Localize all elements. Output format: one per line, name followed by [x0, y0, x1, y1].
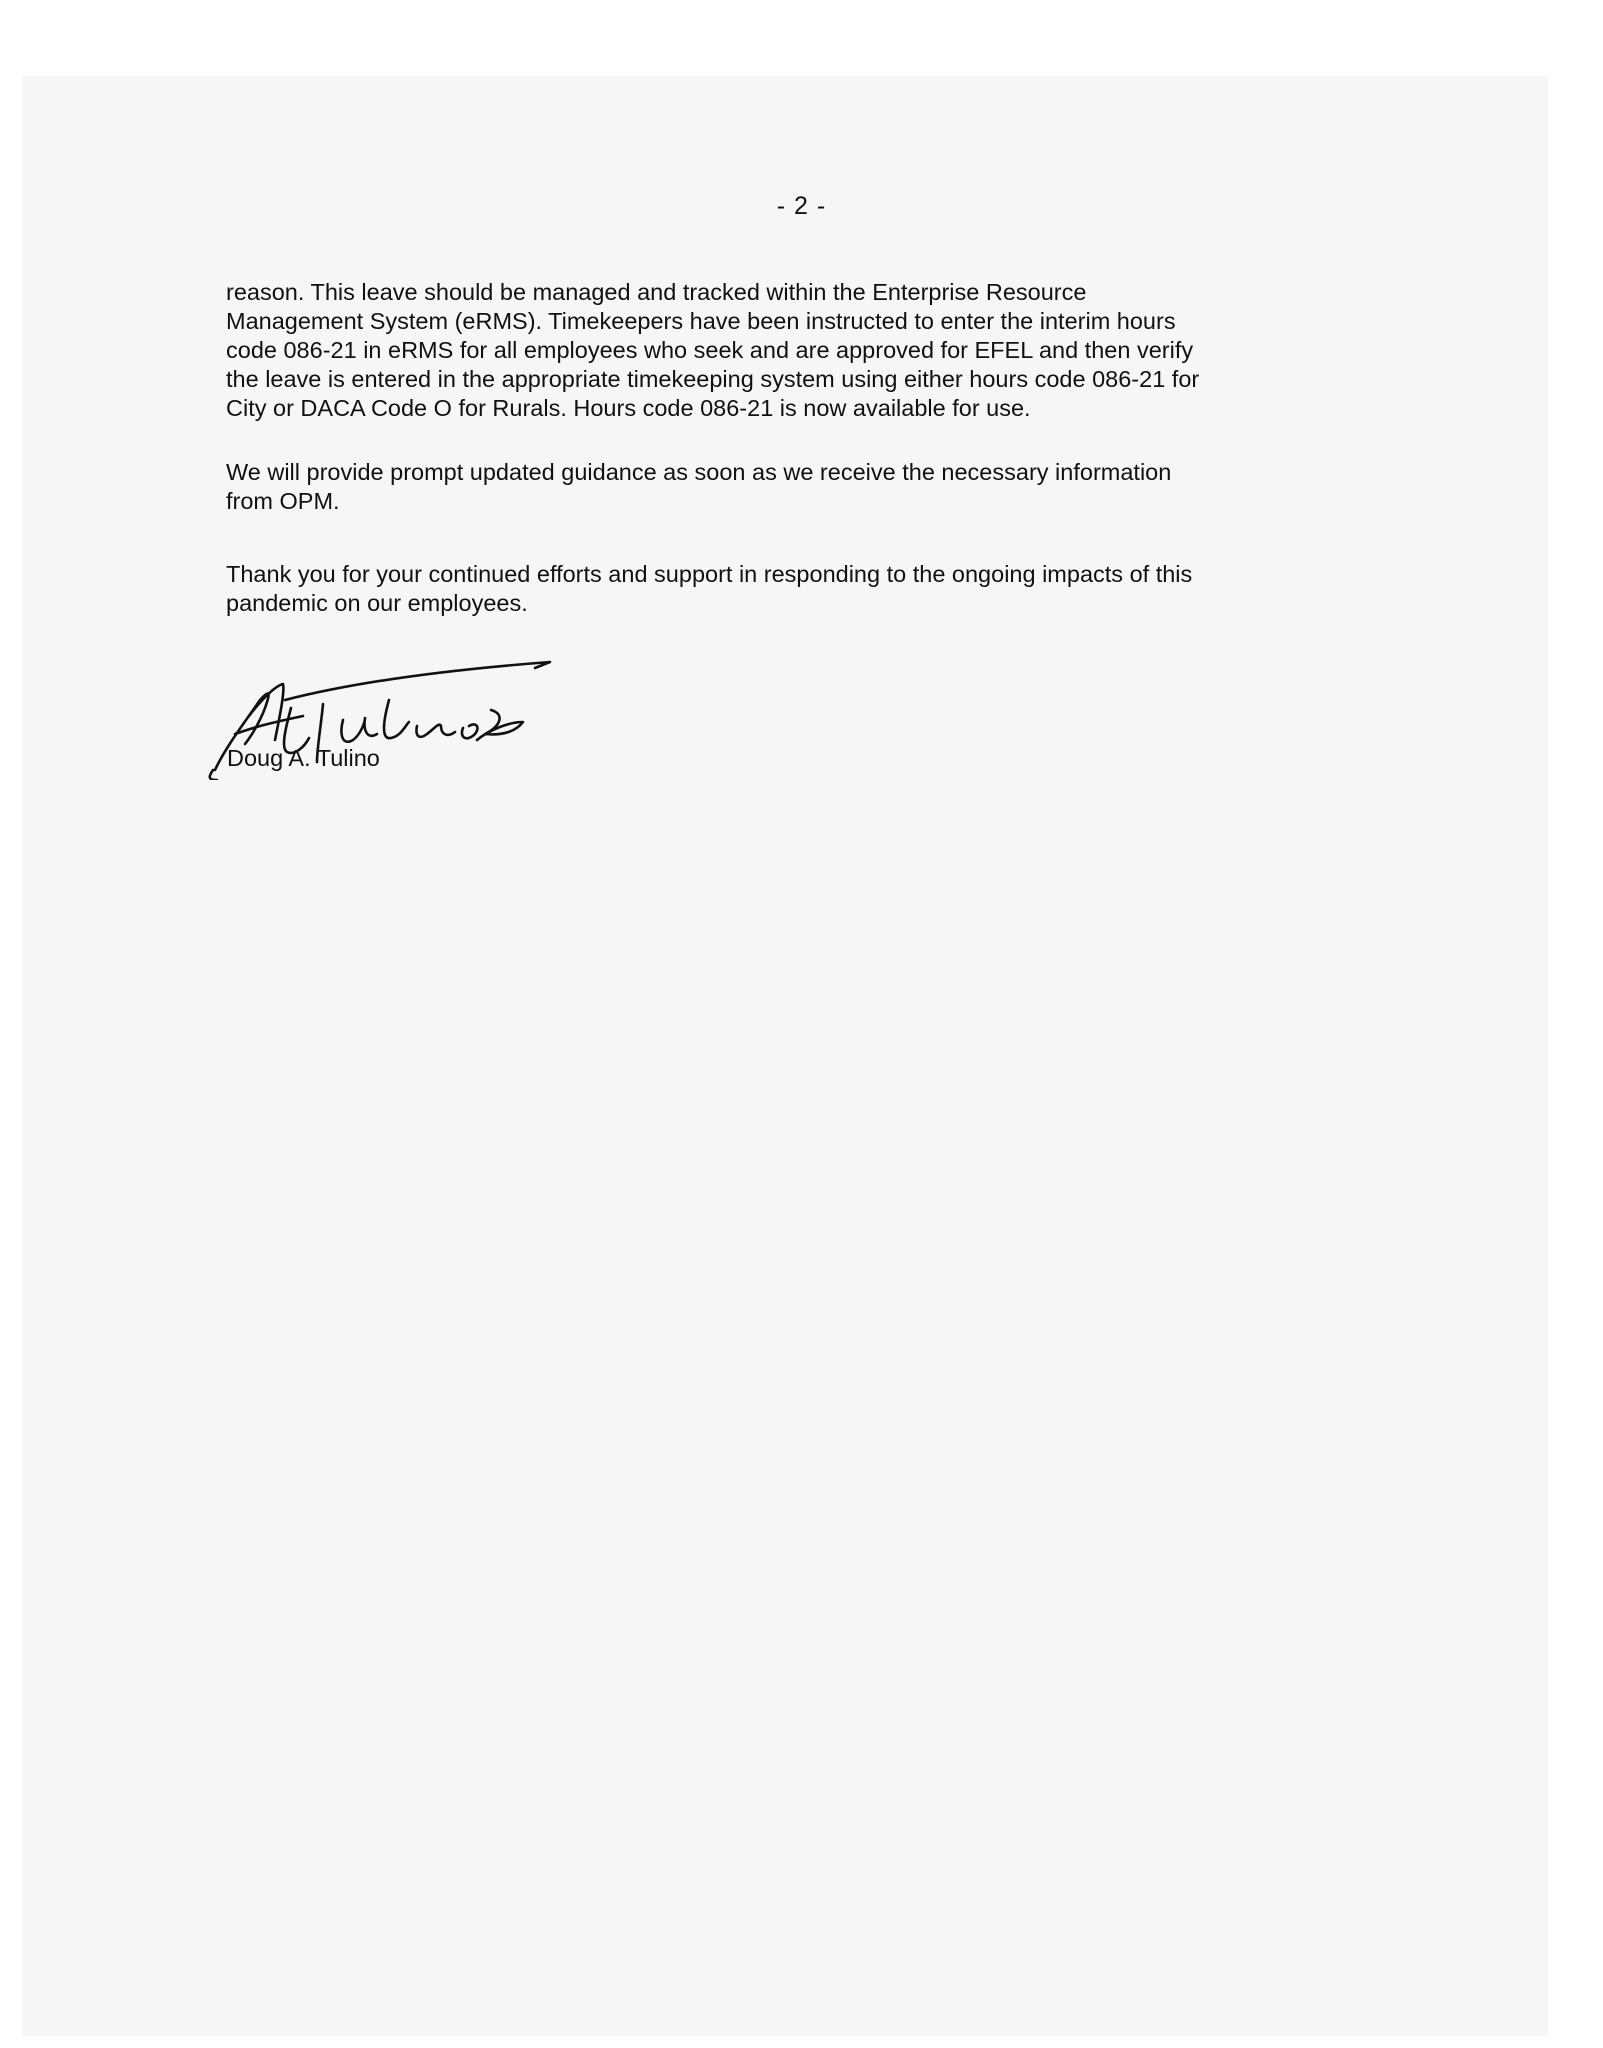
paragraph-leave-tracking [226, 278, 1266, 423]
text-line: code 086-21 in eRMS for all employees who seek and are approved for EFEL and then verify [226, 337, 1194, 363]
text-line: City or DACA Code O for Rurals. Hours code 086-21 is now available for use. [226, 395, 1031, 421]
paragraph-thanks [226, 560, 1266, 618]
text-line: We will provide prompt updated guidance as soon as we receive the necessary information [226, 459, 1172, 485]
text-line: from OPM. [226, 488, 340, 514]
text-line: the leave is entered in the appropriate timekeeping system using either hours code 086-21 for [226, 366, 1200, 392]
paragraph-guidance [226, 458, 1266, 516]
text-line: pandemic on our employees. [226, 590, 528, 616]
text-line: Thank you for your continued efforts and support in responding to the ongoing impacts of this [226, 561, 1193, 587]
page-number: - 2 - [776, 192, 827, 220]
text-line: reason. This leave should be managed and tracked within the Enterprise Resource [226, 279, 1087, 305]
signer-name: Doug A. Tulino [227, 745, 380, 771]
text-line: Management System (eRMS). Timekeepers have been instructed to enter the interim hours [226, 308, 1176, 334]
